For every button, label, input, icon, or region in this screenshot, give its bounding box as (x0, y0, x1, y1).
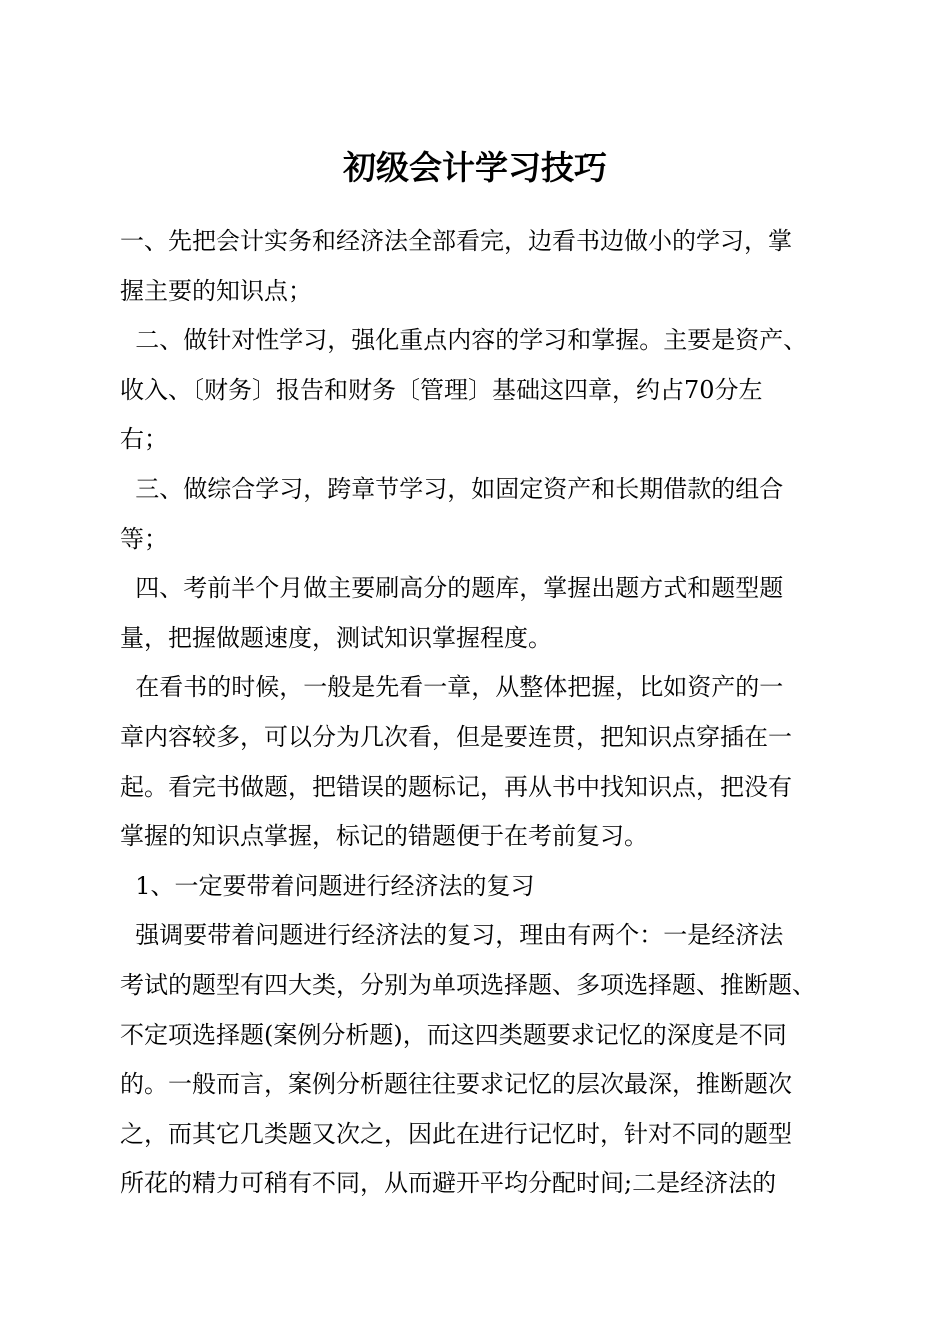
text-line-15: 强调要带着问题进行经济法的复习，理由有两个：一是经济法 (120, 921, 784, 950)
text-line-9: 量，把握做题速度，测试知识掌握程度。 (120, 623, 552, 652)
text-line-1: 一、先把会计实务和经济法全部看完，边看书边做小的学习，掌 (120, 227, 792, 255)
text-line-13: 掌握的知识点掌握，标记的错题便于在考前复习。 (120, 822, 648, 851)
text-line-4: 收入、〔财务〕报告和财务〔管理〕基础这四章，约占70分左 (120, 375, 763, 404)
text-line-16: 考试的题型有四大类，分别为单项选择题、多项选择题、推断题、 (120, 970, 816, 999)
text-line-3: 二、做针对性学习，强化重点内容的学习和掌握。主要是资产、 (120, 326, 808, 355)
text-line-5: 右； (120, 425, 168, 454)
text-line-18: 的。一般而言，案例分析题往往要求记忆的层次最深，推断题次 (120, 1070, 792, 1099)
text-line-11: 章内容较多，可以分为几次看，但是要连贯，把知识点穿插在一 (120, 722, 792, 751)
text-line-12: 起。看完书做题，把错误的题标记，再从书中找知识点，把没有 (120, 772, 792, 801)
text-line-17: 不定项选择题(案例分析题)，而这四类题要求记忆的深度是不同 (120, 1020, 787, 1049)
text-line-7: 等； (120, 524, 168, 553)
text-line-10: 在看书的时候，一般是先看一章，从整体把握，比如资产的一 (120, 673, 784, 702)
text-line-8: 四、考前半个月做主要刷高分的题库，掌握出题方式和题型题 (120, 574, 784, 603)
text-line-14: 1、一定要带着问题进行经济法的复习 (120, 871, 535, 900)
text-line-20: 所花的精力可稍有不同，从而避开平均分配时间;二是经济法的 (120, 1169, 777, 1198)
text-line-2: 握主要的知识点； (120, 276, 312, 305)
text-line-19: 之，而其它几类题又次之，因此在进行记忆时，针对不同的题型 (120, 1119, 792, 1148)
document-title: 初级会计学习技巧 (343, 148, 607, 187)
document-body (120, 217, 840, 1209)
text-line-6: 三、做综合学习，跨章节学习，如固定资产和长期借款的组合 (120, 474, 784, 503)
